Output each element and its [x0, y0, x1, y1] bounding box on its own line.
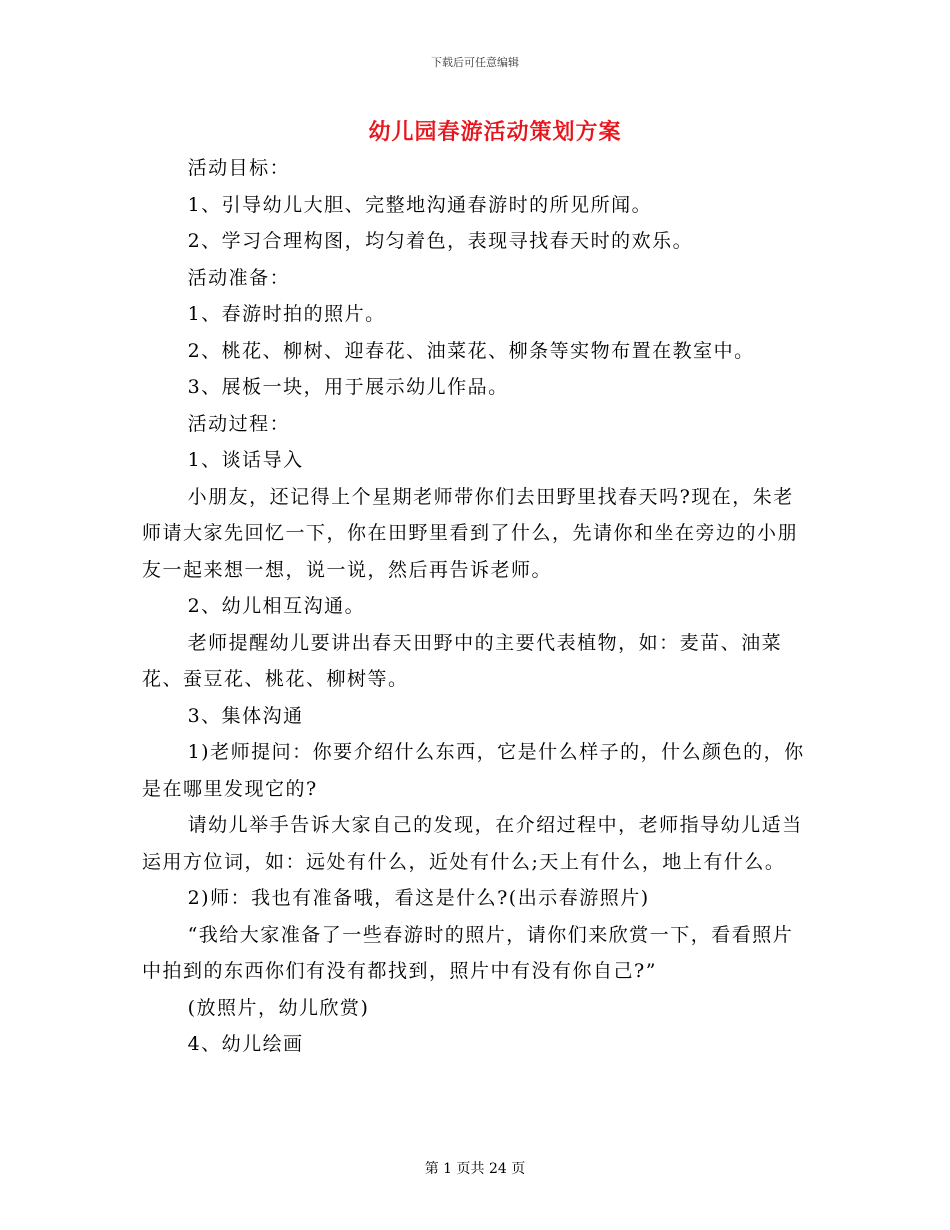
paragraph: 2、学习合理构图，均匀着色，表现寻找春天时的欢乐。: [187, 230, 694, 252]
paragraph: 老师提醒幼儿要讲出春天田野中的主要代表植物，如：麦苗、油菜花、蚕豆花、桃花、柳树等。: [142, 631, 783, 690]
paragraph: “我给大家准备了一些春游时的照片，请你们来欣赏一下，看看照片中拍到的东西你们有没有都找到，照片中有没有你自己?”: [142, 923, 794, 982]
paragraph: 2)师：我也有准备哦，看这是什么?(出示春游照片): [187, 887, 650, 909]
paragraph: 活动目标：: [187, 157, 291, 179]
paragraph: 3、展板一块，用于展示幼儿作品。: [187, 376, 509, 398]
paragraph: 1、引导幼儿大胆、完整地沟通春游时的所见所闻。: [187, 193, 653, 216]
document-body: [142, 150, 810, 1063]
paragraph: 2、幼儿相互沟通。: [187, 595, 366, 617]
paragraph: 3、集体沟通: [187, 704, 304, 727]
page-footer: 第 1 页共 24 页: [424, 1161, 526, 1177]
document-title: 幼儿园春游活动策划方案: [368, 119, 622, 145]
paragraph: 请幼儿举手告诉大家自己的发现，在介绍过程中，老师指导幼儿适当运用方位词，如：远处有什么，近处有什么;天上有什么，地上有什么。: [142, 814, 803, 873]
header-note: 下载后可任意编辑: [431, 56, 519, 69]
paragraph: 1、春游时拍的照片。: [187, 303, 386, 325]
paragraph: 小朋友，还记得上个星期老师带你们去田野里找春天吗?现在，朱老师请大家先回忆一下，你在田野里看到了什么，先请你和坐在旁边的小朋友一起来想一想，说一说，然后再告诉老师。: [142, 485, 799, 581]
paragraph: 1)老师提问：你要介绍什么东西，它是什么样子的，什么颜色的，你是在哪里发现它的?: [142, 741, 805, 800]
paragraph: 活动过程：: [187, 412, 291, 435]
paragraph: 2、桃花、柳树、迎春花、油菜花、柳条等实物布置在教室中。: [187, 339, 755, 362]
paragraph: 1、谈话导入: [187, 449, 304, 471]
paragraph: 4、幼儿绘画: [187, 1033, 304, 1055]
paragraph: 活动准备：: [187, 266, 291, 289]
paragraph: (放照片，幼儿欣赏): [187, 996, 370, 1019]
